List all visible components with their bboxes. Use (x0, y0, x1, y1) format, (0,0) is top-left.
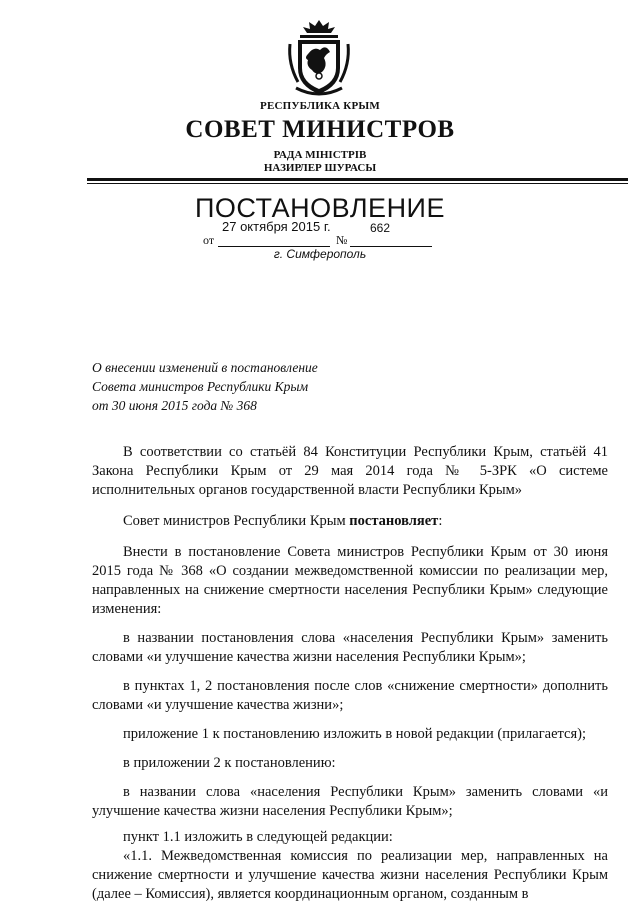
body-paragraph: в приложении 2 к постановлению: (123, 755, 336, 771)
decree-city: г. Симферополь (273, 247, 367, 261)
header-divider-thin (87, 183, 628, 184)
subject-line: Совета министров Республики Крым (92, 379, 309, 394)
republic-name: РЕСПУБЛИКА КРЫМ (260, 100, 380, 112)
decree-date: 27 октября 2015 г. (222, 219, 331, 234)
decree-date-number-line (0, 219, 640, 247)
resolution-colon: : (438, 513, 443, 529)
council-title-crimean-tatar: НАЗИРЛЕР ШУРАСЫ (263, 162, 377, 174)
resolution-text: Совет министров Республики Крым (123, 513, 350, 529)
body-paragraph-resolution (92, 512, 608, 531)
coat-of-arms-icon (286, 18, 352, 98)
subject-line: от 30 июня 2015 года № 368 (92, 398, 257, 413)
body-paragraph: в названии постановления слова «населения Республики Крым» заменить словами «и улучшение качества жизни населения Республики Крым»; (92, 630, 608, 665)
decree-body (92, 443, 608, 904)
decree-title: ПОСТАНОВЛЕНИЕ (195, 193, 445, 223)
body-paragraph: пункт 1.1 изложить в следующей редакции: (123, 829, 393, 845)
body-paragraph: «1.1. Межведомственная комиссия по реализации мер, направленных на снижение смертности и улучшение качества жизни населения Республики Крым (далее – Комиссия), является координационным органом, созданным в (92, 848, 608, 902)
body-paragraph: приложение 1 к постановлению изложить в новой редакции (прилагается); (123, 726, 587, 742)
body-paragraph: в пунктах 1, 2 постановления после слов «снижение смертности» дополнить словами «и улучшение качества жизни»; (92, 678, 608, 713)
body-paragraph: Внести в постановление Совета министров Республики Крым от 30 июня 2015 года № 368 «О создании межведомственной комиссии по реализации мер, направленных на снижение смертности населения Республики Крым» следующие изменения: (92, 544, 608, 617)
council-title-ukrainian: РАДА МІНІСТРІВ (273, 149, 367, 161)
number-label: № (336, 233, 348, 247)
body-paragraph: В соответствии со статьёй 84 Конституции Республики Крым, статьёй 41 Закона Республики Крым от 29 мая 2014 года № 5-ЗРК «О системе исполнительных органов государственной власти Республики Крым» (92, 444, 608, 498)
date-label: от (203, 233, 215, 247)
body-paragraph: в названии слова «населения Республики Крым» заменить словами «и улучшение качества жизни населения Республики Крым»; (92, 784, 608, 819)
header-divider-thick (87, 178, 628, 181)
decree-subject (92, 358, 392, 415)
council-title: СОВЕТ МИНИСТРОВ (185, 116, 455, 143)
resolution-verb: постановляет (349, 513, 439, 529)
decree-number: 662 (370, 221, 391, 235)
subject-line: О внесении изменений в постановление (92, 360, 318, 375)
